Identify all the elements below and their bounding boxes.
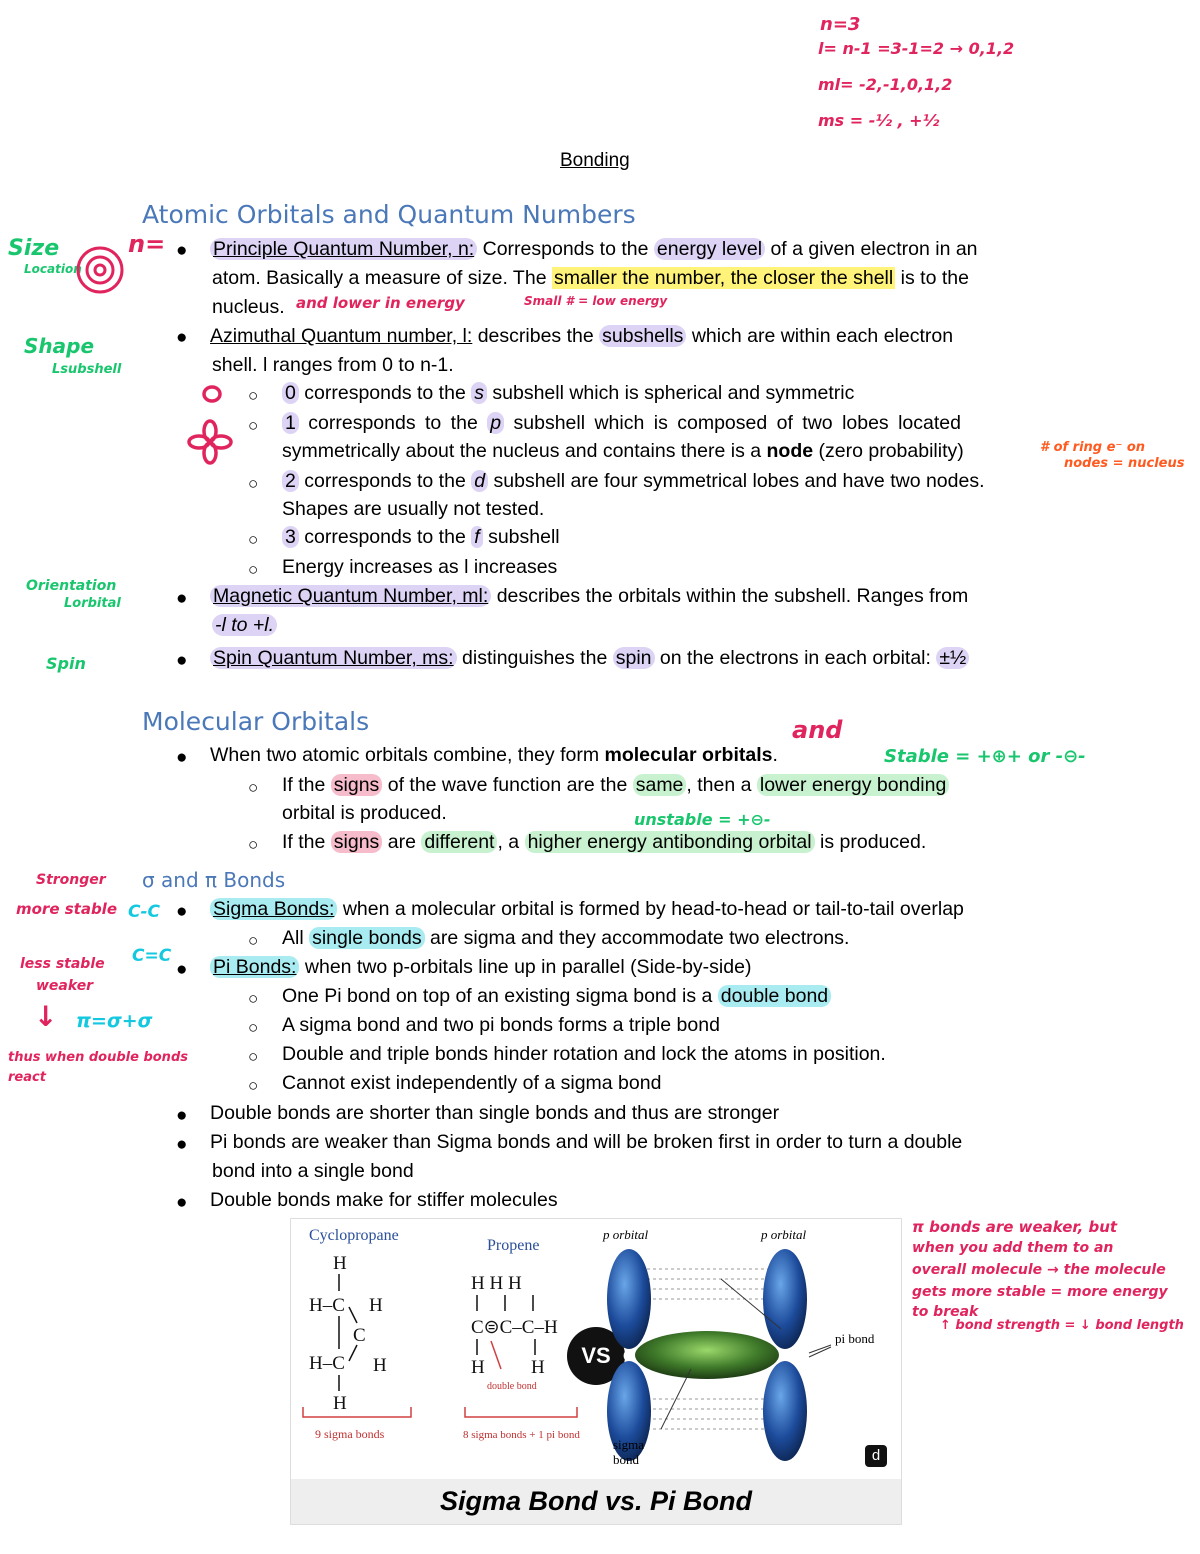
sub-d: 2 corresponds to the d subshell are four symmetrical lobes and have two nodes. <box>282 467 985 496</box>
note-nodes: # of ring e⁻ on <box>1040 440 1146 455</box>
pi-bond-label: pi bond <box>835 1331 875 1346</box>
section-heading-atomic: Atomic Orbitals and Quantum Numbers <box>142 200 636 229</box>
pi-c1: One Pi bond on top of an existing sigma bond is a double bond <box>282 982 831 1011</box>
note-stronger: Stronger <box>36 872 106 888</box>
bonds-b4: Pi bonds are weaker than Sigma bonds and will be broken first in order to turn a double <box>210 1131 963 1153</box>
principle-line2: atom. Basically a measure of size. The smaller the number, the closer the shell is to the <box>212 267 969 289</box>
pi-c3: Double and triple bonds hinder rotation and lock the atoms in position. <box>282 1043 886 1065</box>
principle-label: Principle Quantum Number, n: <box>210 238 477 260</box>
note-and-lower: and lower in energy <box>296 294 465 312</box>
figure-caption: Sigma Bond vs. Pi Bond <box>291 1479 901 1524</box>
bullet-icon: ● <box>176 1105 188 1126</box>
p-orbital-icon <box>186 418 234 466</box>
molecular-b1: When two atomic orbitals combine, they form molecular orbitals. <box>210 744 778 766</box>
svg-text:H H H: H H H <box>471 1273 522 1294</box>
sigma-c1: All single bonds are sigma and they accommodate two electrons. <box>282 927 850 949</box>
logo-icon: d <box>865 1445 887 1467</box>
double-bond-label: double bond <box>487 1381 537 1392</box>
section-heading-sigma-pi: σ and π Bonds <box>142 868 286 892</box>
propene-bracket <box>463 1405 583 1425</box>
svg-text:H: H <box>369 1295 383 1316</box>
circle-bullet-icon: ○ <box>248 835 259 854</box>
p-orbital-right-label: p orbital <box>761 1227 807 1242</box>
note-small-low: Small # = low energy <box>524 294 668 308</box>
cyclopropane-title: Cyclopropane <box>309 1227 399 1244</box>
bullet-icon: ● <box>176 959 188 980</box>
note-shape-sub: Lsubshell <box>52 362 122 377</box>
cyclopropane-structure <box>301 1249 421 1419</box>
svg-text:H: H <box>471 1357 485 1378</box>
note-orientation-sub: Lorbital <box>64 596 121 611</box>
circle-bullet-icon: ○ <box>248 386 259 405</box>
circle-bullet-icon: ○ <box>248 416 259 435</box>
note-right-1: π bonds are weaker, but <box>912 1218 1118 1236</box>
azimuthal-label: Azimuthal Quantum number, l: <box>210 325 473 347</box>
note-and: and <box>792 716 843 744</box>
note-nodes2: nodes = nucleus <box>1064 456 1185 471</box>
principle-qn: Principle Quantum Number, n: Corresponds to the energy level of a given electron in an <box>210 235 978 264</box>
circle-bullet-icon: ○ <box>248 989 259 1008</box>
section-heading-molecular: Molecular Orbitals <box>142 707 370 736</box>
molecular-c2: If the signs are different , a higher energy antibonding orbital is produced. <box>282 831 927 853</box>
circle-bullet-icon: ○ <box>248 1047 259 1066</box>
note-cc-double: C=C <box>132 946 172 966</box>
sub-p-line2: symmetrically about the nucleus and contains there is a node (zero probability) <box>282 440 964 462</box>
atom-shell-icon <box>74 244 126 296</box>
bullet-icon: ● <box>176 901 188 922</box>
note-shape: Shape <box>24 334 95 358</box>
sigma-bond-label: sigma bond <box>613 1437 645 1467</box>
svg-text:C: C <box>353 1325 366 1346</box>
note-thus: thus when double bonds <box>8 1050 188 1065</box>
pi-c4: Cannot exist independently of a sigma bond <box>282 1072 662 1094</box>
circle-bullet-icon: ○ <box>248 778 259 797</box>
propene-title: Propene <box>487 1237 540 1254</box>
svg-text:C⊜C–C–H: C⊜C–C–H <box>471 1317 558 1338</box>
bullet-icon: ● <box>176 327 188 348</box>
sigma-bonds: Sigma Bonds: when a molecular orbital is formed by head-to-head or tail-to-tail overlap <box>210 895 964 924</box>
pi-c2: A sigma bond and two pi bonds forms a triple bond <box>282 1014 720 1036</box>
note-n: n=3 <box>820 14 861 35</box>
bonds-b5: Double bonds make for stiffer molecules <box>210 1189 558 1211</box>
page-title: Bonding <box>560 150 630 171</box>
circle-bullet-icon: ○ <box>248 931 259 950</box>
svg-text:H–C: H–C <box>309 1353 345 1374</box>
cyclopropane-bracket <box>301 1405 421 1425</box>
bullet-icon: ● <box>176 650 188 671</box>
propene-caption: 8 sigma bonds + 1 pi bond <box>463 1429 580 1441</box>
svg-text:H: H <box>373 1355 387 1376</box>
bullet-icon: ● <box>176 747 188 768</box>
vs-badge: VS <box>567 1327 625 1385</box>
circle-bullet-icon: ○ <box>248 560 259 579</box>
note-n-eq: n= <box>128 230 166 258</box>
note-pi-eq: π=σ+σ <box>76 1010 153 1032</box>
bullet-icon: ● <box>176 588 188 609</box>
spin-qn: Spin Quantum Number, ms: distinguishes the spin on the electrons in each orbital: ±½ <box>210 644 969 673</box>
magnetic-qn: Magnetic Quantum Number, ml: describes the orbitals within the subshell. Ranges from <box>210 582 968 611</box>
note-weaker: weaker <box>36 978 94 994</box>
svg-text:H: H <box>333 1253 347 1274</box>
note-ml: ml= -2,-1,0,1,2 <box>818 75 953 94</box>
azimuthal-qn: Azimuthal Quantum number, l: describes the subshells which are within each electron <box>210 325 954 347</box>
note-right-6: ↑ bond strength = ↓ bond length <box>940 1318 1184 1333</box>
bullet-icon: ● <box>176 240 188 261</box>
magnetic-line2: -l to +l. <box>212 611 277 640</box>
circle-bullet-icon: ○ <box>248 530 259 549</box>
note-size: Size <box>8 236 60 261</box>
note-thus2: react <box>8 1070 46 1085</box>
note-spin: Spin <box>46 654 86 673</box>
down-arrow-icon: ↓ <box>34 1000 58 1033</box>
note-more-stable: more stable <box>16 900 118 918</box>
molecular-c1-line2: orbital is produced. <box>282 802 447 824</box>
bonds-b4-line2: bond into a single bond <box>212 1160 414 1182</box>
note-stable: Stable = +⊕+ or -⊖- <box>884 746 1086 767</box>
note-right-3: overall molecule → the molecule <box>912 1262 1166 1278</box>
sigma-pi-figure <box>290 1218 902 1525</box>
sub-f: 3 corresponds to the f subshell <box>282 523 560 552</box>
note-less-stable: less stable <box>20 956 105 972</box>
circle-bullet-icon: ○ <box>248 1018 259 1037</box>
azimuthal-line2: shell. l ranges from 0 to n-1. <box>212 354 454 376</box>
note-unstable: unstable = +⊖- <box>634 810 771 829</box>
sub-s: 0 corresponds to the s subshell which is spherical and symmetric <box>282 379 854 408</box>
note-right-5: to break <box>912 1304 979 1320</box>
bullet-icon: ● <box>176 1134 188 1155</box>
pi-bonds: Pi Bonds: when two p-orbitals line up in parallel (Side-by-side) <box>210 953 751 982</box>
propene-structure <box>461 1269 581 1419</box>
cyclopropane-caption: 9 sigma bonds <box>315 1427 385 1441</box>
circle-bullet-icon: ○ <box>248 474 259 493</box>
sub-d-line2: Shapes are usually not tested. <box>282 498 545 520</box>
bonds-b3: Double bonds are shorter than single bonds and thus are stronger <box>210 1102 780 1124</box>
svg-text:C: C <box>623 1348 634 1365</box>
note-right-2: when you add them to an <box>912 1240 1114 1256</box>
note-cc-single: C-C <box>128 902 161 922</box>
principle-line3: nucleus. <box>212 296 285 318</box>
note-size-sub: Location <box>24 262 82 276</box>
svg-text:H–C: H–C <box>309 1295 345 1316</box>
s-orbital-icon <box>200 384 224 404</box>
bullet-icon: ● <box>176 1192 188 1213</box>
svg-text:H: H <box>333 1393 347 1414</box>
note-l: l= n-1 =3-1=2 → 0,1,2 <box>818 39 1015 58</box>
svg-text:H: H <box>531 1357 545 1378</box>
svg-text:C: C <box>779 1348 790 1365</box>
sub-p: 1 corresponds to the p subshell which is composed of two lobes located <box>282 409 961 438</box>
molecular-c1: If the signs of the wave function are the same , then a lower energy bonding <box>282 771 949 800</box>
p-orbital-left-label: p orbital <box>603 1227 649 1242</box>
sub-energy: Energy increases as l increases <box>282 556 558 578</box>
note-ms: ms = -½ , +½ <box>818 111 940 130</box>
note-orientation: Orientation <box>26 578 117 594</box>
note-right-4: gets more stable = more energy <box>912 1284 1168 1300</box>
circle-bullet-icon: ○ <box>248 1076 259 1095</box>
